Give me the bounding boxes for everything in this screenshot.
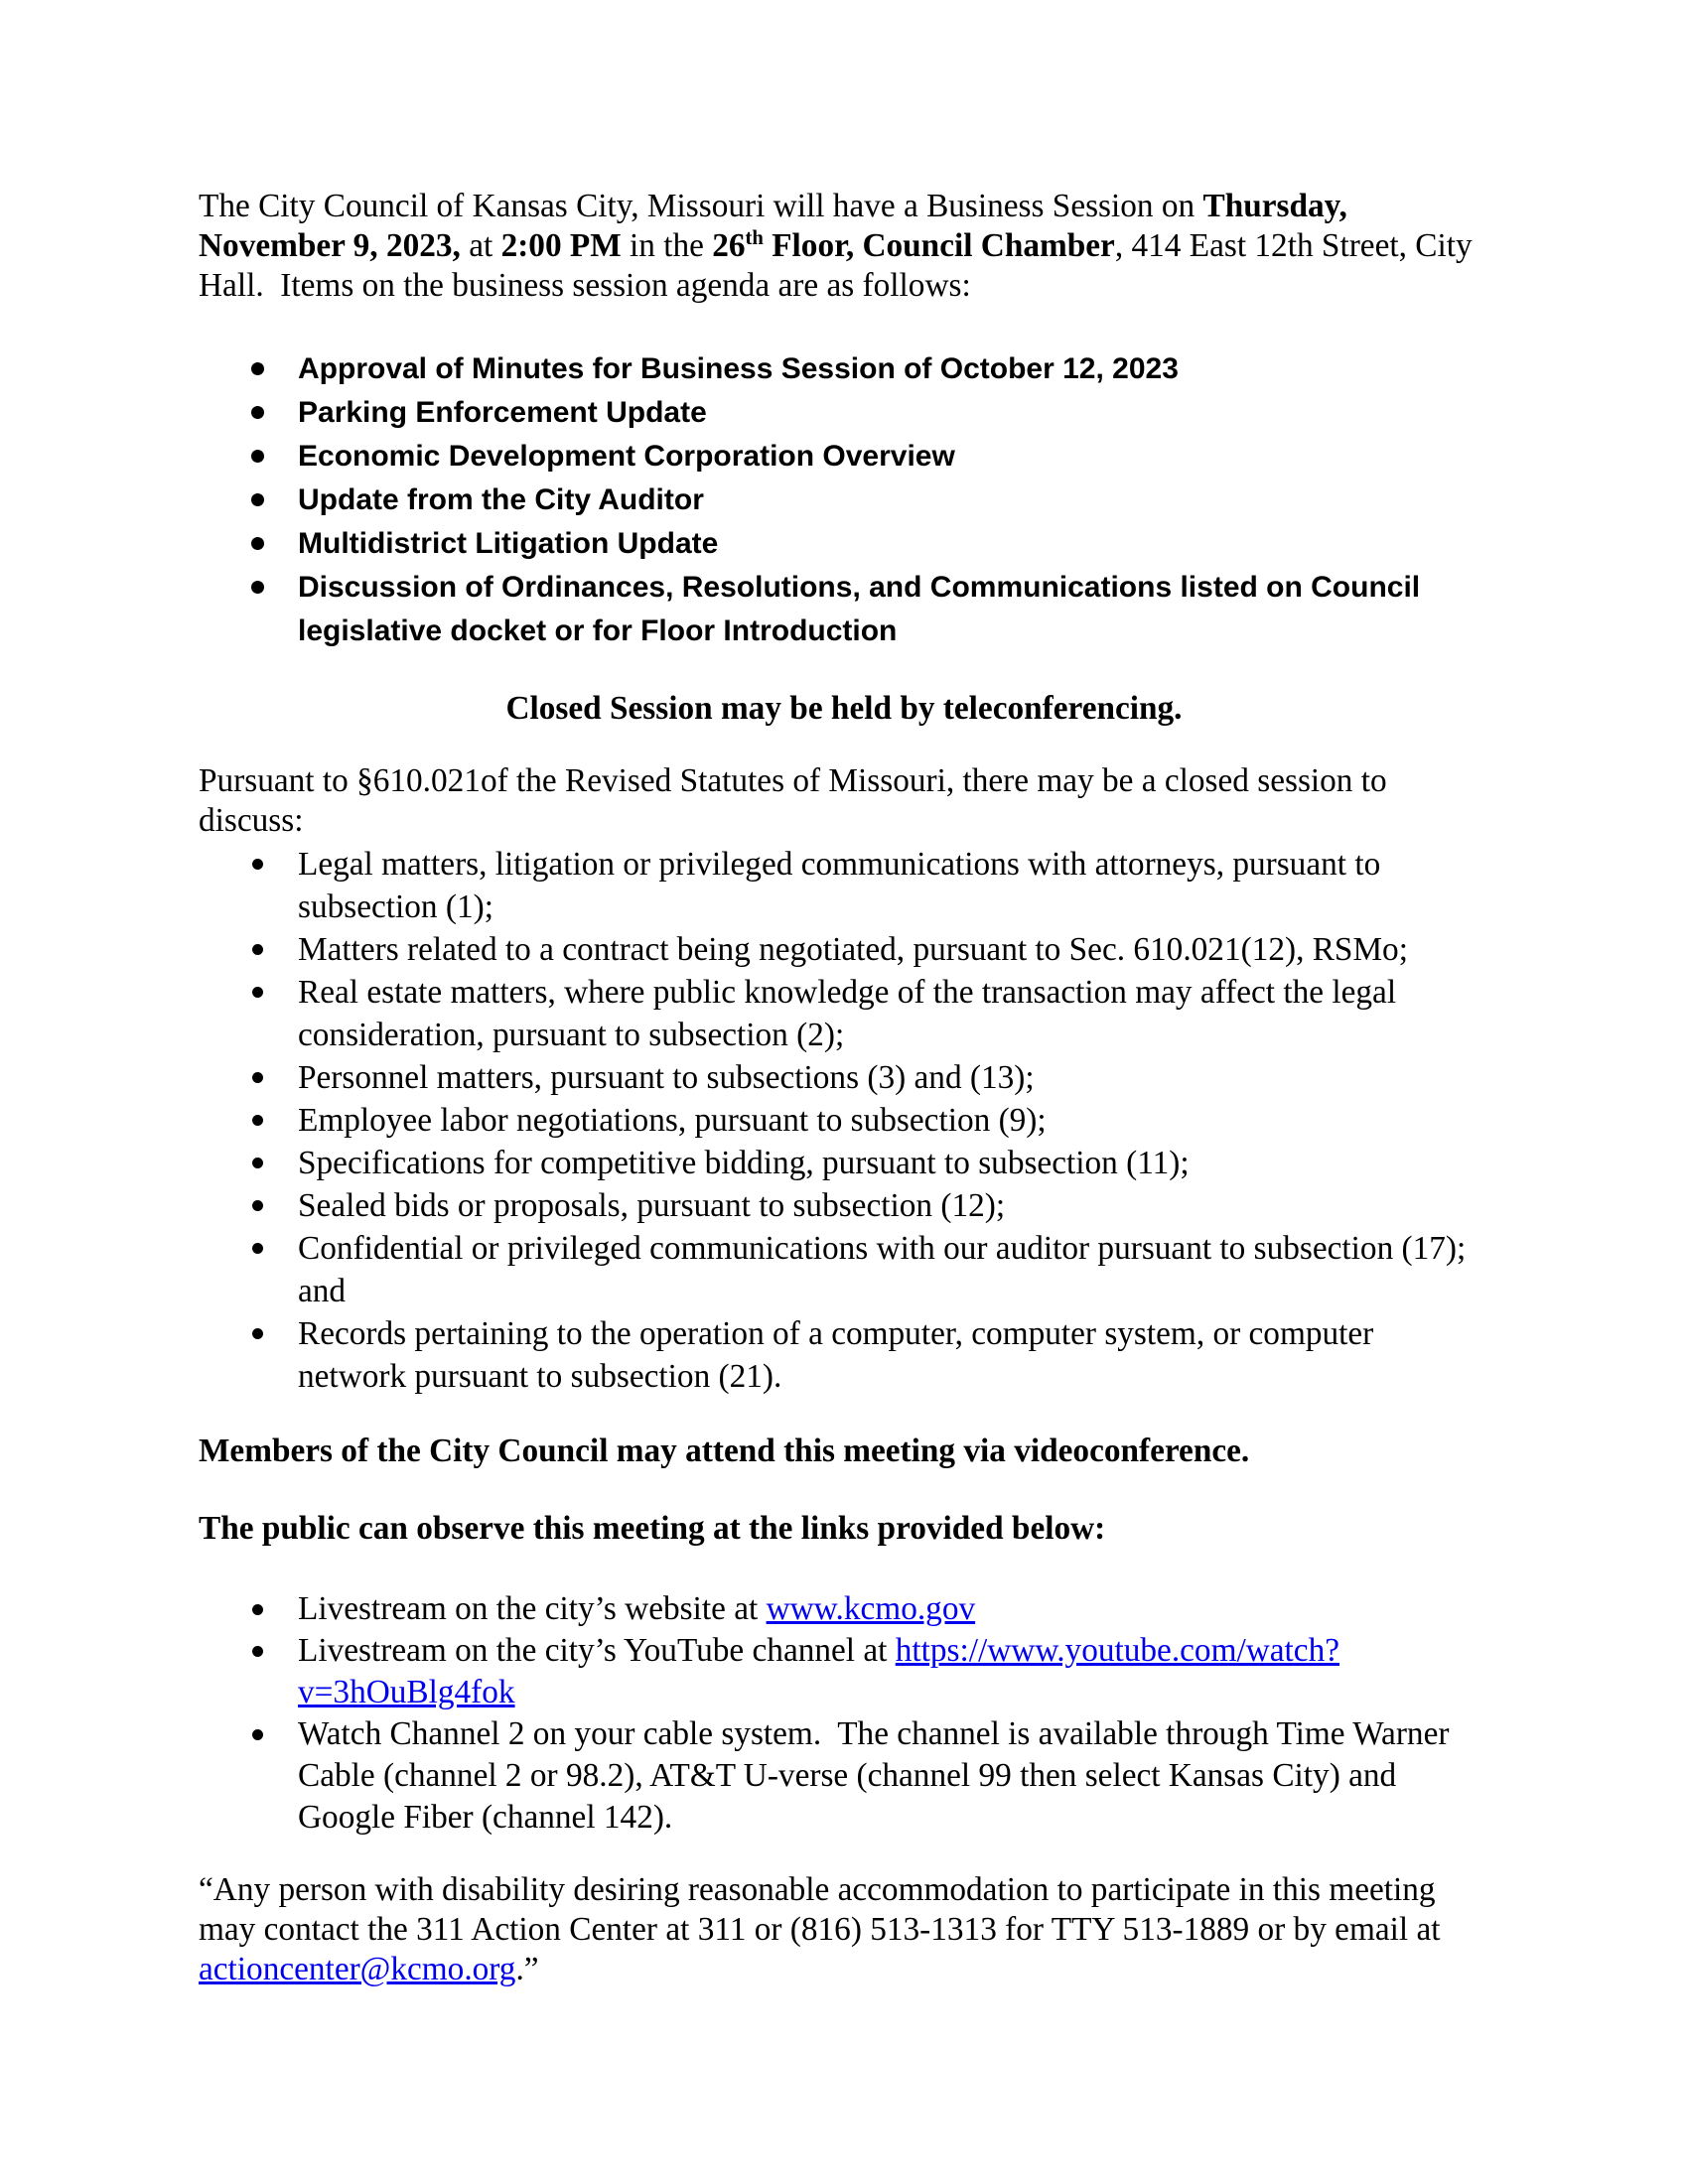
closed-session-item: Legal matters, litigation or privileged communications with attorneys, pursuant to subsection (1);: [298, 843, 1489, 928]
text-run: .”: [515, 1951, 539, 1987]
youtube-channel-link[interactable]: https://www.youtube.com/watch?v=3hOuBlg4fok: [298, 1632, 1339, 1710]
text-run: th: [745, 226, 764, 249]
kcmo-website-link[interactable]: www.kcmo.gov: [766, 1590, 976, 1627]
document-content: [199, 187, 1489, 1989]
text-run: 26: [712, 227, 746, 264]
text-run: The City Council of Kansas City, Missouri will have a Business Session on: [199, 188, 1203, 224]
text-run: at: [460, 227, 501, 264]
text-run: Livestream on the city’s YouTube channel at: [298, 1632, 896, 1669]
public-observe-notice: The public can observe this meeting at the links provided below:: [199, 1510, 1106, 1547]
closed-session-item: Specifications for competitive bidding, pursuant to subsection (11);: [298, 1142, 1489, 1184]
agenda-list: [199, 347, 1489, 653]
action-center-email-link[interactable]: actioncenter@kcmo.org: [199, 1951, 516, 1987]
viewing-option-item: [298, 1588, 1489, 1630]
closed-session-heading: Closed Session may be held by teleconferencing.: [505, 690, 1183, 727]
intro-paragraph: [199, 187, 1489, 306]
agenda-item: Approval of Minutes for Business Session of October 12, 2023: [298, 347, 1489, 391]
agenda-item: Parking Enforcement Update: [298, 391, 1489, 435]
viewing-option-item: [298, 1630, 1489, 1713]
agenda-item: Economic Development Corporation Overview: [298, 435, 1489, 478]
text-run: “Any person with disability desiring reasonable accommodation to participate in this meeting may contact the 311 Action Center at 311 or (816) 513-1313 for TTY 513-1889 or by email at: [199, 1871, 1449, 1948]
text-run: Thursday, November 9, 2023,: [199, 188, 1356, 264]
agenda-item: Multidistrict Litigation Update: [298, 522, 1489, 566]
closed-session-intro: Pursuant to §610.021of the Revised Statutes of Missouri, there may be a closed session to discuss:: [199, 762, 1395, 839]
viewing-option-item: [298, 1713, 1489, 1839]
closed-session-item: Employee labor negotiations, pursuant to subsection (9);: [298, 1099, 1489, 1142]
closed-session-list: [199, 843, 1489, 1398]
agenda-item: Update from the City Auditor: [298, 478, 1489, 522]
text-run: 2:00 PM: [500, 227, 622, 264]
viewing-options-list: [199, 1588, 1489, 1839]
text-run: Livestream on the city’s website at: [298, 1590, 767, 1627]
text-run: Floor, Council Chamber: [763, 227, 1115, 264]
closed-session-item: Sealed bids or proposals, pursuant to subsection (12);: [298, 1184, 1489, 1227]
closed-session-item: Matters related to a contract being negotiated, pursuant to Sec. 610.021(12), RSMo;: [298, 928, 1489, 971]
agenda-item: Discussion of Ordinances, Resolutions, and Communications listed on Council legislative docket or for Floor Introduction: [298, 566, 1489, 653]
closed-session-item: Real estate matters, where public knowledge of the transaction may affect the legal consideration, pursuant to subsection (2);: [298, 971, 1489, 1056]
text-run: in the: [621, 227, 713, 264]
closed-session-item: Personnel matters, pursuant to subsections (3) and (13);: [298, 1056, 1489, 1099]
accessibility-paragraph: [199, 1870, 1489, 1989]
text-run: , 414 East 12th Street, City Hall. Items on the business session agenda are as follows:: [199, 227, 1480, 304]
closed-session-item: Records pertaining to the operation of a computer, computer system, or computer network pursuant to subsection (21).: [298, 1312, 1489, 1398]
text-run: Watch Channel 2 on your cable system. The channel is available through Time Warner Cable (channel 2 or 98.2), AT&T U-verse (channel 99 then select Kansas City) and Google Fiber (channel 142).: [298, 1715, 1458, 1836]
closed-session-item: Confidential or privileged communications with our auditor pursuant to subsection (17); and: [298, 1227, 1489, 1312]
members-videoconference-notice: Members of the City Council may attend this meeting via videoconference.: [199, 1433, 1250, 1469]
